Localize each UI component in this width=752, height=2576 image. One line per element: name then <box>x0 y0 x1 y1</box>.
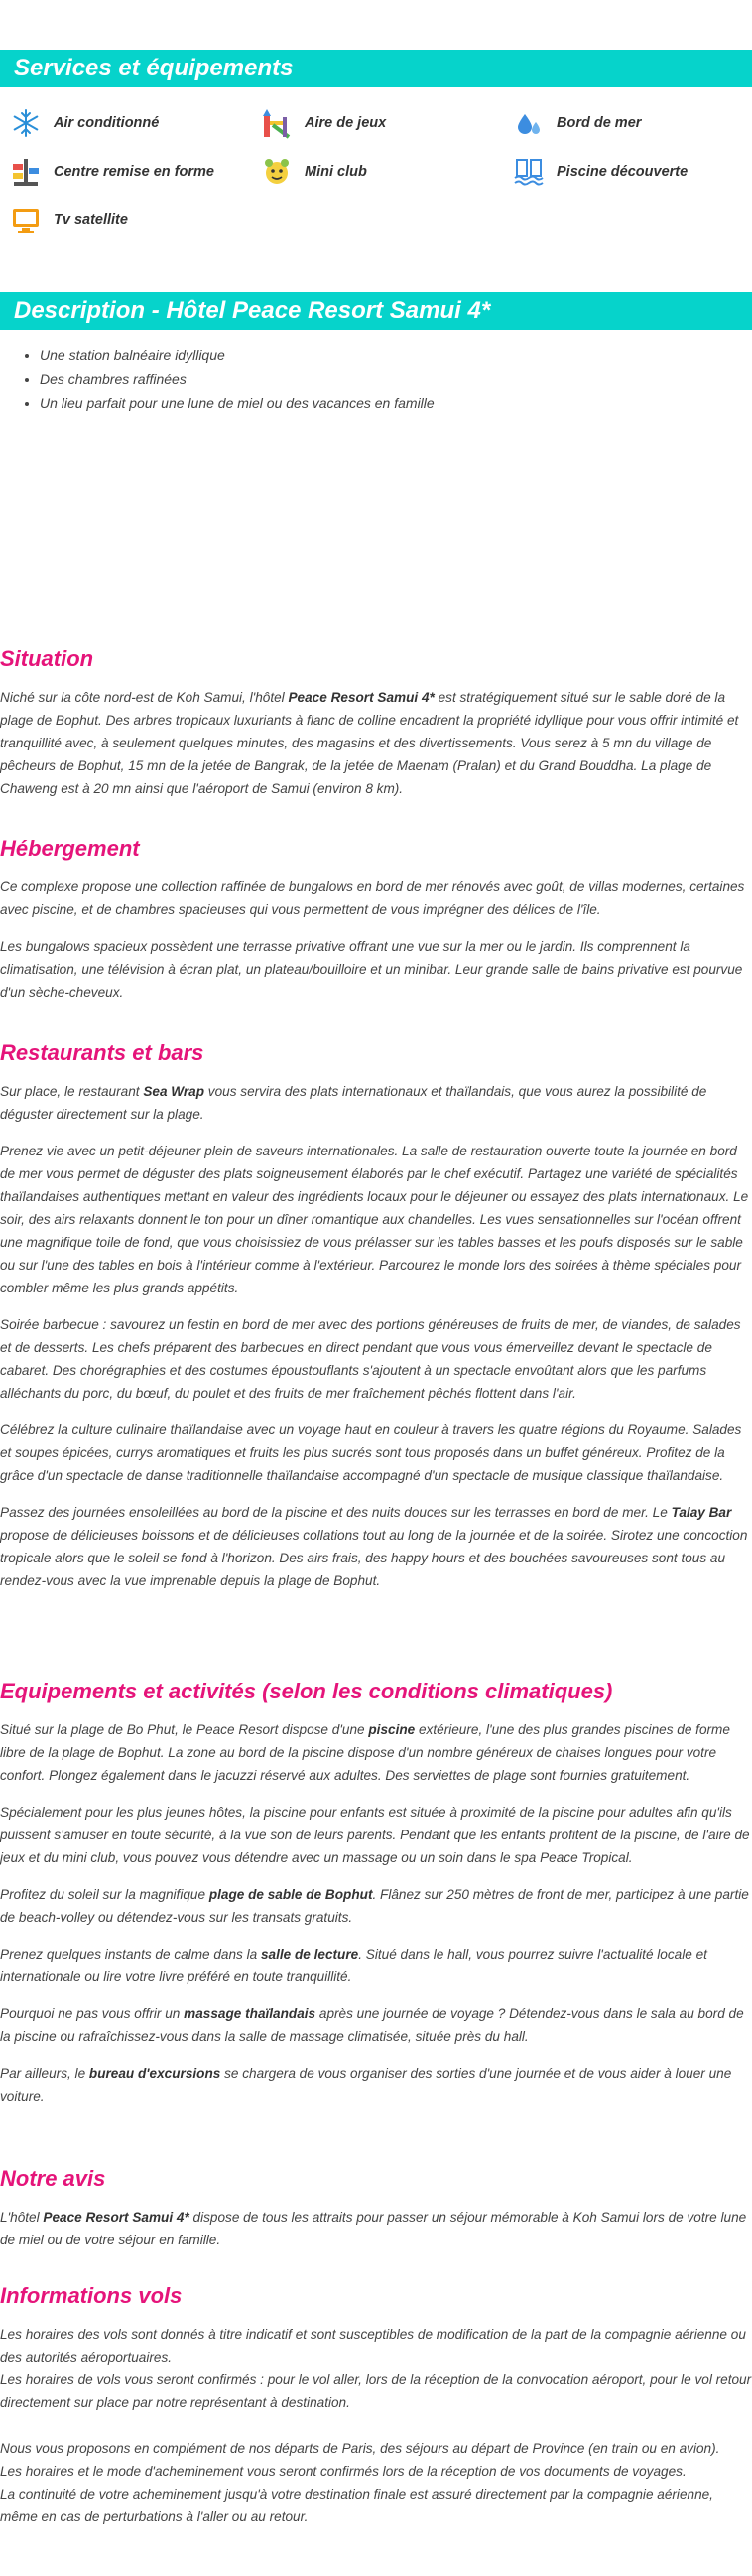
service-label: Mini club <box>305 164 367 180</box>
service-bord-de-mer <box>513 107 641 139</box>
description-title: Description - Hôtel Peace Resort Samui 4* <box>14 297 491 324</box>
playground-icon <box>261 107 293 139</box>
equipements-section <box>0 1677 752 2107</box>
service-label: Bord de mer <box>557 115 642 131</box>
vols-paragraph-4: Les horaires et le mode d'acheminement vous seront confirmés lors de la réception de vos documents de voyages. <box>0 2464 687 2479</box>
equipements-paragraph-1: Situé sur la plage de Bo Phut, le Peace Resort dispose d'une piscine extérieure, l'une des plus grandes piscines de forme libre de la plage de Bophut. La zone au bord de la piscine dispose d'un nombre généreux de chaises longues pour votre confort. Plongez également dans le jacuzzi réservé aux adultes. Des serviettes de plage sont fournies gratuitement. <box>0 1722 730 1783</box>
restaurants-paragraph-1: Sur place, le restaurant Sea Wrap vous servira des plats internationaux et thaïlandais, que vous aurez la possibilité de déguster directement sur la plage. <box>0 1084 707 1122</box>
fitness-icon <box>10 156 42 188</box>
vols-paragraph-3: Nous vous proposons en complément de nos départs de Paris, des séjours au départ de Province (en train ou en avion). <box>0 2441 720 2456</box>
situation-title: Situation <box>0 646 94 671</box>
service-label: Air conditionné <box>54 115 160 131</box>
services-banner <box>0 50 752 87</box>
vols-title: Informations vols <box>0 2283 183 2308</box>
equipements-paragraph-2: Spécialement pour les plus jeunes hôtes, la piscine pour enfants est située à proximité de la piscine pour adultes afin qu'ils puissent s'amuser en toute sécurité, à la vue son de leurs parents. Pendant que les enfants profitent de la piscine, de l'aire de jeux et du mini club, vous pouvez vous détendre avec un massage ou un soin dans le spa Peace Tropical. <box>0 1805 750 1865</box>
hebergement-paragraph-2: Les bungalows spacieux possèdent une terrasse privative offrant une vue sur la mer ou le jardin. Ils comprennent la climatisation, une télévision à écran plat, un plateau/bouilloire et un minibar. Leur grande salle de bains privative est pourvue d'un sèche-cheveux. <box>0 939 743 1000</box>
service-centre-remise-en-forme <box>10 156 214 188</box>
hebergement-paragraph-1: Ce complexe propose une collection raffinée de bungalows en bord de mer rénovés avec goût, de villas modernes, certaines avec piscine, et de chambres spacieuses qui vous permettent de vous imprégner des délices de l'île. <box>0 880 745 917</box>
avis-section <box>0 2164 752 2251</box>
restaurants-paragraph-3: Soirée barbecue : savourez un festin en bord de mer avec des portions généreuses de fruits de mer, de viandes, de salades et de desserts. Les chefs préparent des barbecues en direct pendant que vous vous émerveillez devant le spectacle de cabaret. Des chorégraphies et des costumes époustouflants s'ajoutent à un spectacle envoûtant alors que les parfums alléchants du porc, du bœuf, du poulet et des fruits de mer fraîchement pêchés flottent dans l'air. <box>0 1317 741 1401</box>
restaurants-paragraph-4: Célébrez la culture culinaire thaïlandaise avec un voyage haut en couleur à travers les quatre régions du Royaume. Salades et soupes épicées, currys aromatiques et fruits les plus sucrés sont tous proposés dans un buffet généreux. Profitez de la grâce d'un spectacle de danse traditionnelle thaïlandaise accompagné d'un spectacle de musique classique thaïlandaise. <box>0 1423 742 1483</box>
list-item: • Une station balnéaire idyllique <box>40 343 435 367</box>
list-item: • Un lieu parfait pour une lune de miel ou des vacances en famille <box>40 391 435 415</box>
services-title: Services et équipements <box>14 55 294 81</box>
avis-paragraph: L'hôtel Peace Resort Samui 4* dispose de tous les attraits pour passer un séjour mémorable à Koh Samui lors de votre lune de miel ou de votre séjour en famille. <box>0 2210 747 2247</box>
service-aire-de-jeux <box>261 107 386 139</box>
service-piscine-decouverte <box>513 156 688 188</box>
mini-club-icon <box>261 156 293 188</box>
equipements-paragraph-6: Par ailleurs, le bureau d'excursions se chargera de vous organiser des sorties d'une journée et de vous aider à louer une voiture. <box>0 2066 732 2103</box>
vols-paragraph-2: Les horaires de vols vous seront confirmés : pour le vol aller, lors de la réception de la convocation aéroport, pour le vol retour directement sur place par notre représentant à destination. <box>0 2373 752 2410</box>
service-label: Centre remise en forme <box>54 164 214 180</box>
restaurants-paragraph-2: Prenez vie avec un petit-déjeuner plein de saveurs internationales. La salle de restauration ouverte toute la journée en bord de mer vous permet de déguster des plats soigneusement élaborés par le chef exécutif. Partagez une variété de spécialités thaïlandaises authentiques mettant en valeur des ingrédients locaux pour le déjeuner ou essayez des plats internationaux. Le soir, des airs relaxants donnent le ton pour un dîner romantique aux chandelles. Les vues sensationnelles sur l'océan offrent une magnifique toile de fond, que vous choisissiez de vous prélasser sur les tables basses et les poufs disposés sur le sable ou sur l'une des tables en bois à l'intérieur comme à l'extérieur. Parcourez le monde lors des soirées à thème spéciales pour combler même les plus grands appétits. <box>0 1144 749 1295</box>
hebergement-section <box>0 834 752 1004</box>
service-label: Aire de jeux <box>305 115 387 131</box>
list-item: • Des chambres raffinées <box>40 367 435 391</box>
equipements-paragraph-3: Profitez du soleil sur la magnifique plage de sable de Bophut. Flânez sur 250 mètres de front de mer, participez à une partie de beach-volley ou détendez-vous sur les transats gratuits. <box>0 1887 749 1925</box>
situation-section <box>0 644 752 800</box>
pool-icon <box>513 156 545 188</box>
service-air-conditionne <box>10 107 159 139</box>
description-banner <box>0 292 752 330</box>
restaurants-section <box>0 1038 752 1592</box>
vols-paragraph-1: Les horaires des vols sont donnés à titre indicatif et sont susceptibles de modification de la part de la compagnie aérienne ou des autorités aéroportuaires. <box>0 2327 746 2365</box>
restaurants-title: Restaurants et bars <box>0 1040 204 1065</box>
restaurants-paragraph-5: Passez des journées ensoleillées au bord de la piscine et des nuits douces sur les terrasses en bord de mer. Le Talay Bar propose de délicieuses boissons et de délicieuses collations tout au long de la journée et de la soirée. Sirotez une concoction tropicale alors que le soleil se fond à l'horizon. Des airs frais, des happy hours et des bouchées savoureuses sont tous au rendez-vous avec la vue imprenable depuis la plage de Bophut. <box>0 1505 748 1588</box>
situation-paragraph: Niché sur la côte nord-est de Koh Samui, l'hôtel Peace Resort Samui 4* est stratégiquement situé sur le sable doré de la plage de Bophut. Des arbres tropicaux luxuriants à flanc de colline encadrent la propriété idyllique pour vous offrir intimité et tranquillité avec, à seulement quelques minutes, des magasins et des divertissements. Vous serez à 5 mn du village de pêcheurs de Bophut, 15 mn de la jetée de Bangrak, de la jetée de Maenam (Pralan) et du Grand Bouddha. La plage de Chaweng est à 20 mn ainsi que l'aéroport de Samui (environ 8 km). <box>0 690 739 796</box>
vols-paragraph-5: La continuité de votre acheminement jusqu'à votre destination finale est assuré directement par la compagnie aérienne, même en cas de perturbations à l'aller ou au retour. <box>0 2487 713 2524</box>
snowflake-icon <box>10 107 42 139</box>
avis-title: Notre avis <box>0 2166 106 2191</box>
hebergement-title: Hébergement <box>0 836 140 861</box>
service-label: Piscine découverte <box>557 164 689 180</box>
equipements-paragraph-5: Pourquoi ne pas vous offrir un massage thaïlandais après une journée de voyage ? Détendez-vous dans le sala au bord de la piscine ou rafraîchissez-vous dans la salle de massage climatisée, située près du hall. <box>0 2006 744 2044</box>
equipements-title: Equipements et activités (selon les conditions climatiques) <box>0 1679 613 1703</box>
service-label: Tv satellite <box>54 212 128 228</box>
description-bullets <box>18 343 435 415</box>
service-tv-satellite <box>10 204 128 236</box>
tv-icon <box>10 204 42 236</box>
equipements-paragraph-4: Prenez quelques instants de calme dans la salle de lecture. Situé dans le hall, vous pourrez suivre l'actualité locale et internationale ou lire votre livre préféré en toute tranquillité. <box>0 1947 707 1984</box>
vols-section <box>0 2281 752 2528</box>
water-drop-icon <box>513 107 545 139</box>
service-mini-club <box>261 156 367 188</box>
